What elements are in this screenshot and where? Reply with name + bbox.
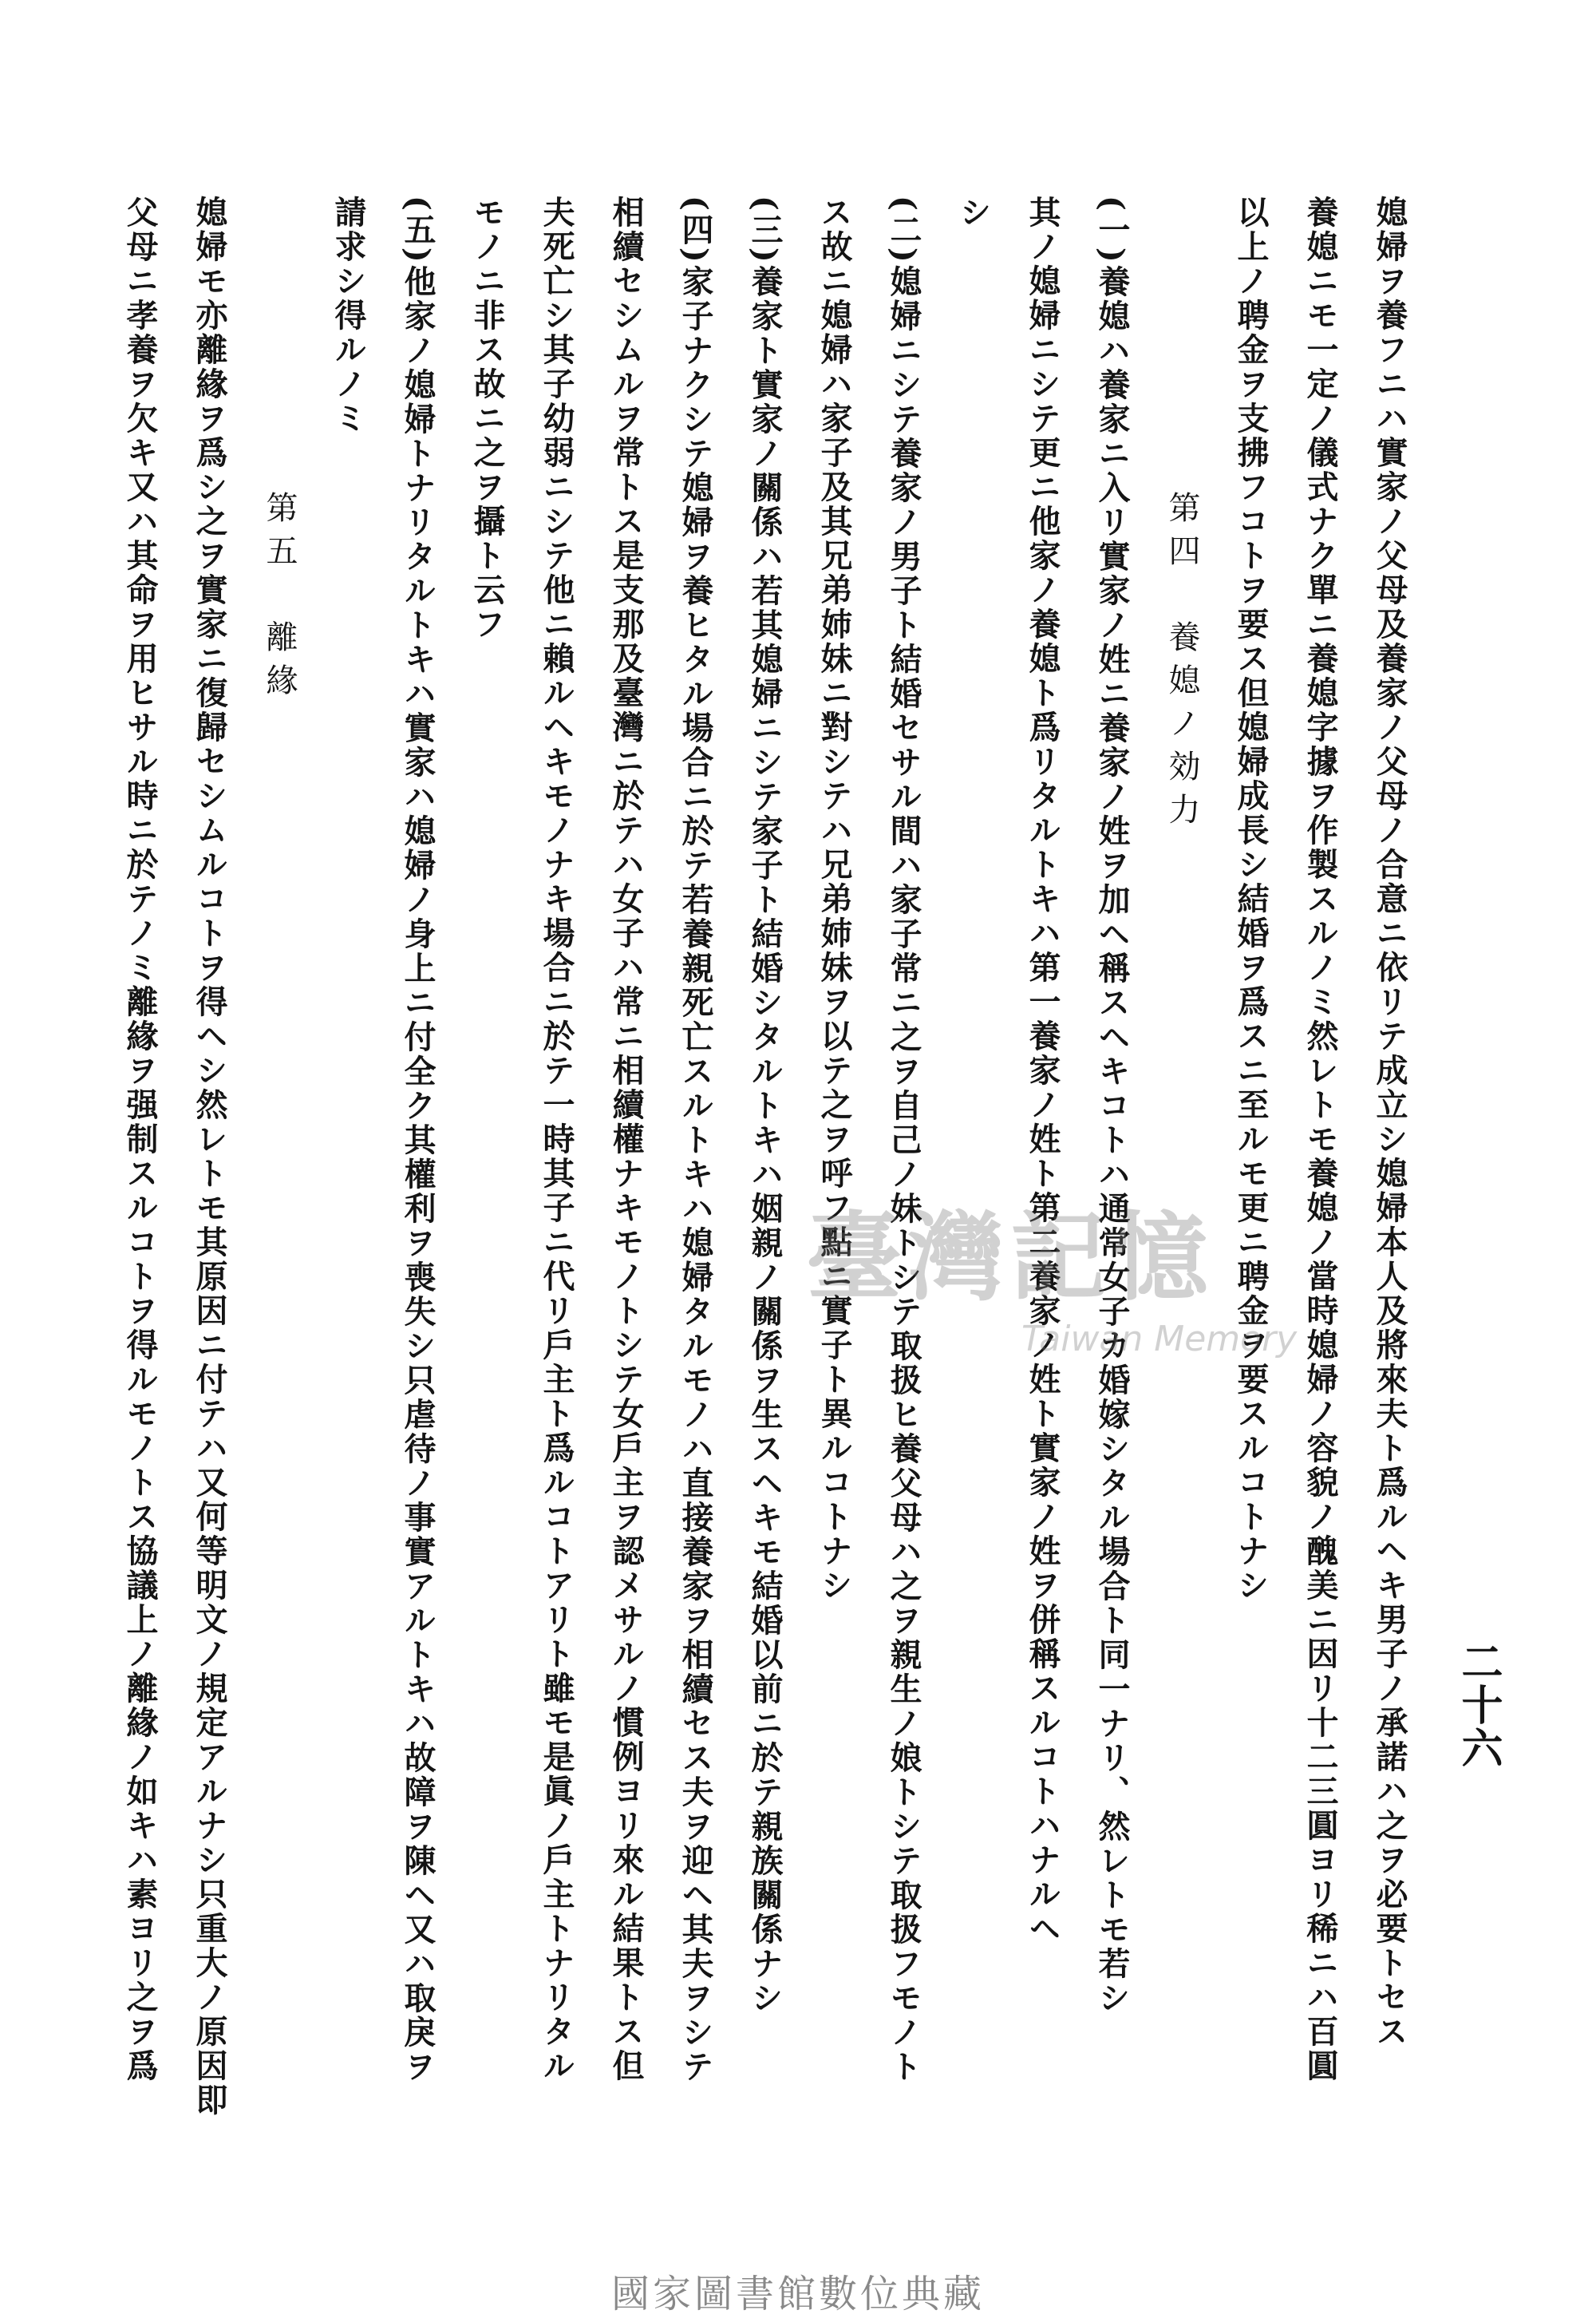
text-column: 相續セシムルヲ常トス是支那及臺灣ニ於テハ女子ハ常ニ相續權ナキモノトシテ女戶主ヲ認メサルノ慣例ヨリ來ル結果トス但: [607, 196, 645, 2083]
page-number: 二十六: [1454, 1640, 1503, 1770]
text-column: (五)他家ノ媳婦トナリタルトキハ實家ハ媳婦ノ身上ニ付全ク其權利ヲ喪失シ只虐待ノ事實アルトキハ故障ヲ陳ヘ又ハ取戾ヲ: [399, 196, 437, 2084]
text-column: (四)家子ナクシテ媳婦ヲ養ヒタル場合ニ於テ若養親死亡スルトキハ媳婦タルモノハ直接養家ヲ相續セス夫ヲ迎ヘ其夫ヲシテ: [677, 196, 714, 2084]
text-column: 其ノ媳婦ニシテ更ニ他家ノ養媳ト爲リタルトキハ第一養家ノ姓ト第二養家ノ姓ト實家ノ姓ヲ併稱スルコトハナルヘ: [1024, 196, 1061, 1946]
text-column: モノニ非ス故ニ之ヲ攝ト云フ: [468, 196, 506, 642]
text-column: (二)媳婦ニシテ養家ノ男子ト結婚セサル間ハ家子常ニ之ヲ自己ノ妹トシテ取扱ヒ養父母ハ之ヲ親生ノ娘トシテ取扱フモノト: [885, 196, 922, 2084]
text-column: 請求シ得ルノミ: [330, 196, 367, 436]
watermark: [806, 1181, 1301, 1365]
text-column: 媳婦モ亦離緣ヲ爲シ之ヲ實家ニ復歸セシムルコトヲ得ヘシ然レトモ其原因ニ付テハ又何等明文ノ規定アルナシ只重大ノ原因即: [191, 196, 228, 2118]
text-column: (一)養媳ハ養家ニ入リ實家ノ姓ニ養家ノ姓ヲ加ヘ稱スヘキコトハ通常女子カ婚嫁シタル場合ト同一ナリ、然レトモ若シ: [1093, 196, 1131, 2015]
text-column: ス故ニ媳婦ハ家子及其兄弟姉妹ニ對シテハ兄弟姉妹ヲ以テ之ヲ呼フ點ニ實子ト異ルコトナシ: [816, 196, 853, 1603]
section-heading: 第五 離緣: [261, 491, 298, 706]
text-column: 夫死亡シ其子幼弱ニシテ他ニ賴ルヘキモノナキ場合ニ於テ一時其子ニ代リ戶主ト爲ルコトアリト雖モ是眞ノ戶主トナリタル: [538, 196, 575, 2083]
text-column: 養媳ニモ一定ノ儀式ナク單ニ養媳字據ヲ作製スルノミ然レトモ養媳ノ當時媳婦ノ容貌ノ醜美ニ因リ十二三圓ヨリ稀ニハ百圓: [1302, 196, 1339, 2083]
text-column: シ: [954, 196, 992, 230]
text-column: 父母ニ孝養ヲ欠キ又ハ其命ヲ用ヒサル時ニ於テノミ離緣ヲ强制スルコトヲ得ルモノトス協議上ノ離緣ノ如キハ素ヨリ之ヲ爲: [121, 196, 159, 2083]
watermark-logo: 臺灣記憶: [806, 1201, 1215, 1314]
text-column: (三)養家ト實家ノ關係ハ若其媳婦ニシテ家子ト結婚シタルトキハ姻親ノ關係ヲ生スヘキモ結婚以前ニ於テ親族關係ナシ: [746, 196, 784, 2015]
text-column: 媳婦ヲ養フニハ實家ノ父母及養家ノ父母ノ合意ニ依リテ成立シ媳婦本人及將來夫ト爲ルヘキ男子ノ承諾ハ之ヲ必要トセス: [1371, 196, 1408, 2049]
watermark-subtitle: Taiwan Memory: [1021, 1319, 1298, 1359]
text-column: 以上ノ聘金ヲ支拂フコトヲ要ス但媳婦成長シ結婚ヲ爲スニ至ルモ更ニ聘金ヲ要スルコトナシ: [1232, 196, 1270, 1603]
section-heading: 第四 養媳ノ効力: [1163, 491, 1200, 836]
footer-stamp: 國家圖書館數位典藏: [610, 2272, 985, 2316]
